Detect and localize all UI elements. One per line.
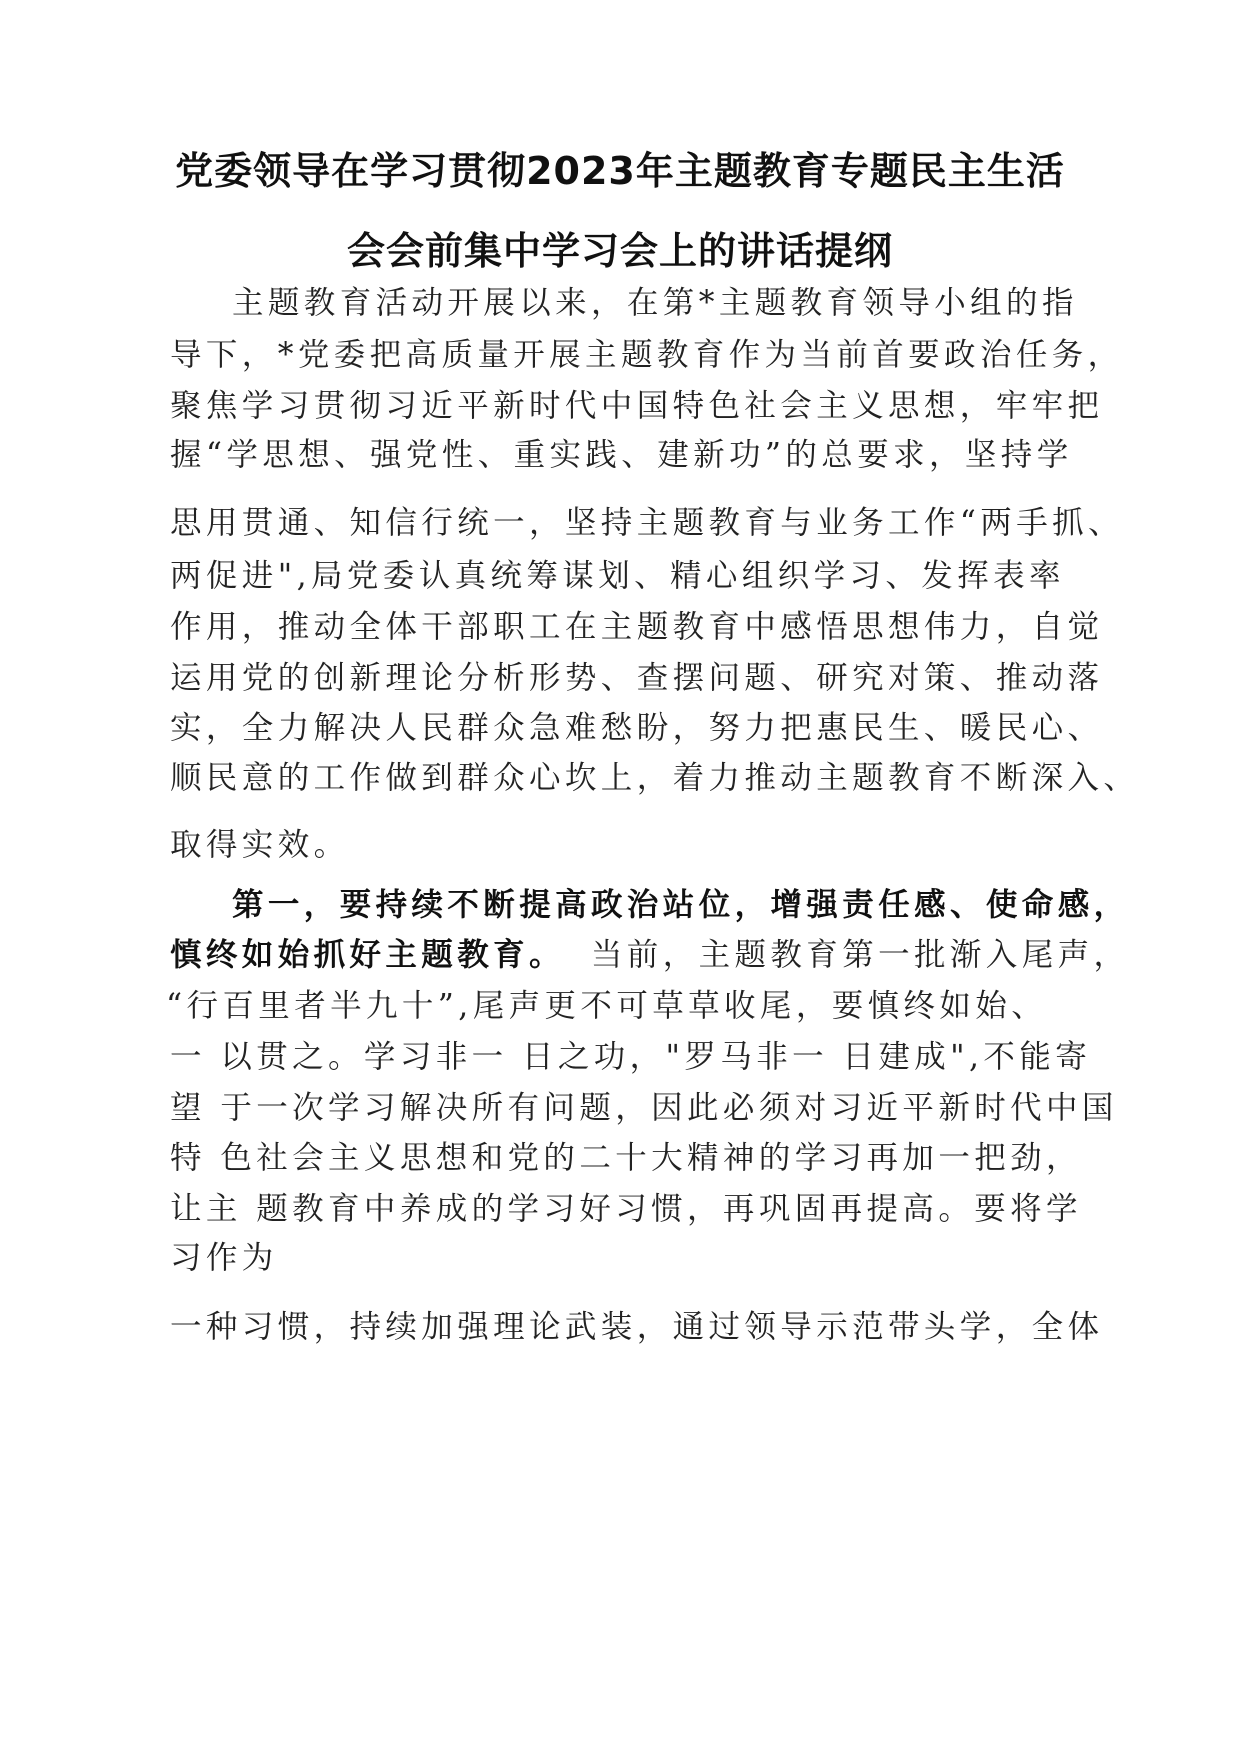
intro-line: 顺民意的工作做到群众心坎上，着力推动主题教育不断深入、 — [170, 760, 1140, 796]
section-1-line: 习作为 — [170, 1240, 278, 1276]
intro-line: 取得实效。 — [170, 827, 350, 863]
section-1-line: 一种习惯，持续加强理论武装，通过领导示范带头学，全体 — [170, 1309, 1104, 1345]
intro-line: 实，全力解决人民群众急难愁盼，努力把惠民生、暖民心、 — [170, 710, 1104, 746]
section-1-heading: 第一，要持续不断提高政治站位，增强责任感、使命感， — [232, 886, 1130, 923]
section-1-line: 特 色社会主义思想和党的二十大精神的学习再加一把劲， — [170, 1140, 1082, 1176]
section-1-line: “行百里者半九十”,尾声更不可草草收尾，要慎终如始、 — [166, 988, 1048, 1024]
document-title-line-2: 会会前集中学习会上的讲话提纲 — [346, 229, 893, 273]
document-title-line-1: 党委领导在学习贯彻2023年主题教育专题民主生活 — [175, 149, 1065, 193]
intro-line: 两促进",局党委认真统筹谋划、精心组织学习、发挥表率 — [170, 558, 1065, 594]
section-1-line: 一 以贯之。学习非一 日之功，"罗马非一 日建成",不能寄 — [170, 1039, 1092, 1075]
section-1-line: 让主 题教育中养成的学习好习惯，再巩固再提高。要将学 — [170, 1191, 1082, 1227]
section-1-line — [170, 930, 1129, 975]
intro-line: 导下，*党委把高质量开展主题教育作为当前首要政治任务， — [170, 337, 1124, 373]
intro-line: 主题教育活动开展以来，在第*主题教育领导小组的指 — [232, 285, 1078, 321]
intro-line: 聚焦学习贯彻习近平新时代中国特色社会主义思想，牢牢把 — [170, 388, 1104, 424]
intro-line: 握“学思想、强党性、重实践、建新功”的总要求，坚持学 — [170, 437, 1073, 473]
section-1-heading-end: 慎终如始抓好主题教育。 — [170, 936, 565, 973]
intro-line: 思用贯通、知信行统一，坚持主题教育与业务工作“两手抓、 — [170, 505, 1124, 541]
section-1-text: 当前，主题教育第一批渐入尾声， — [590, 937, 1130, 973]
intro-line: 运用党的创新理论分析形势、查摆问题、研究对策、推动落 — [170, 660, 1104, 696]
intro-line: 作用，推动全体干部职工在主题教育中感悟思想伟力，自觉 — [170, 609, 1104, 645]
section-1-line: 望 于一次学习解决所有问题，因此必须对习近平新时代中国 — [170, 1090, 1118, 1126]
